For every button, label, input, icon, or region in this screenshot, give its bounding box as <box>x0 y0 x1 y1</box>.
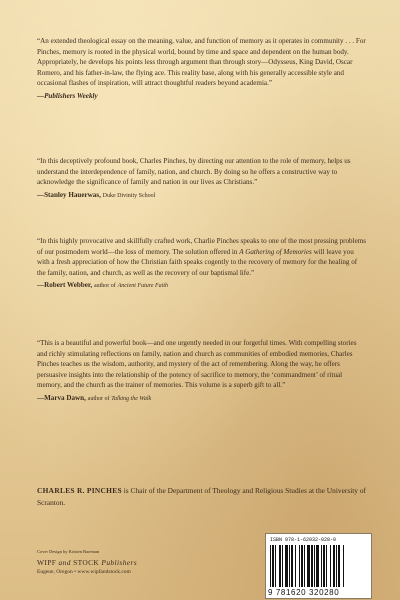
review-text <box>37 236 367 278</box>
reviewer-name: —Stanley Hauerwas, <box>37 190 101 199</box>
reviewer-affiliation-prefix: author of <box>87 395 110 402</box>
review-hauerwas <box>37 156 367 201</box>
review-text: “In this deceptively profound book, Charles Pinches, by directing our attention to the role of memory, helps us understand the interdependence of family, nation, and church. By doing so he offers a constructive way to acknowledge the significance of family and nation in our lives as Christians.” <box>37 157 351 187</box>
reviewer-name: —Marva Dawn, <box>37 393 86 402</box>
publisher-suffix: Publishers <box>101 558 138 567</box>
review-attribution <box>37 393 367 404</box>
author-bio <box>37 485 367 508</box>
review-attribution <box>37 91 367 101</box>
isbn-number: ISBN 978-1-62032-028-0 <box>270 537 337 543</box>
author-name: CHARLES R. PINCHES <box>37 486 122 495</box>
cover-design-credit: Cover Design by Kristen Bareman <box>37 549 100 554</box>
barcode-icon <box>270 545 367 587</box>
isbn-barcode <box>265 533 372 599</box>
barcode-digits: 9 781620 320280 <box>268 588 340 597</box>
book-title: A Gathering of Memories <box>239 247 312 256</box>
publisher-name-part: STOCK <box>73 558 100 567</box>
review-text-part: “In this highly provocative and skillfully crafted work, Charlie Pinches speaks to one of the most pressing problems of our postmodern world—the loss of memory. The solution offered in <box>37 237 367 256</box>
review-text: “This is a beautiful and powerful book—and one urgently needed in our forgetful times. With compelling stories and richly stimulating reflections on family, nation and church as communities of embodied memories, Charles Pinches teaches us the wisdom, authority, and mystery of the act of remembering. Along the way, he offers persuasive insights into the relationship of the potency of sacrifice to memory, the ‘commandment’ of ritual memory, and the church as the trainer of memories. This volume is a superb gift to all.” <box>37 339 357 390</box>
reviewer-book-title: Talking the Walk <box>111 395 152 402</box>
review-text: “An extended theological essay on the meaning, value, and function of memory as it operates in community . . . For Pinches, memory is rooted in the physical world, bound by time and space and dependent on the human body. Appropriately, he develops his points less through argument than through story—Odysseus, King David, Oscar Romero, and his father-in-law, the flying ace. This reality base, along with his generally accessible style and occasional flashes of inspiration, will attract thoughtful readers beyond academia.” <box>37 37 366 88</box>
author-bio-text: is Chair of the Department of Theology and Religious Studies at the University of Scranton. <box>37 486 366 507</box>
review-publishers-weekly <box>37 36 367 101</box>
reviewer-affiliation-prefix: author of <box>93 283 116 290</box>
reviewer-name: —Publishers Weekly <box>37 91 98 100</box>
publisher-and: and <box>58 558 71 567</box>
review-attribution <box>37 280 367 291</box>
publisher-name-part: WIPF <box>37 558 57 567</box>
reviewer-book-title: Ancient Future Faith <box>117 283 169 290</box>
reviewer-affiliation: Duke Divinity School <box>102 192 156 199</box>
reviewer-name: —Robert Webber, <box>37 281 93 290</box>
review-text-part: will leave you with a fresh appreciation of how the Christian faith speaks cogently to the recovery of memory for the healing of the family, nation, and church, as well as the recovery of our baptismal life.” <box>37 247 358 277</box>
review-webber <box>37 236 367 291</box>
publisher-name <box>37 558 137 567</box>
review-dawn <box>37 338 367 404</box>
review-attribution <box>37 190 367 201</box>
publisher-location: Eugene, Oregon • www.wipfandstock.com <box>37 569 131 575</box>
